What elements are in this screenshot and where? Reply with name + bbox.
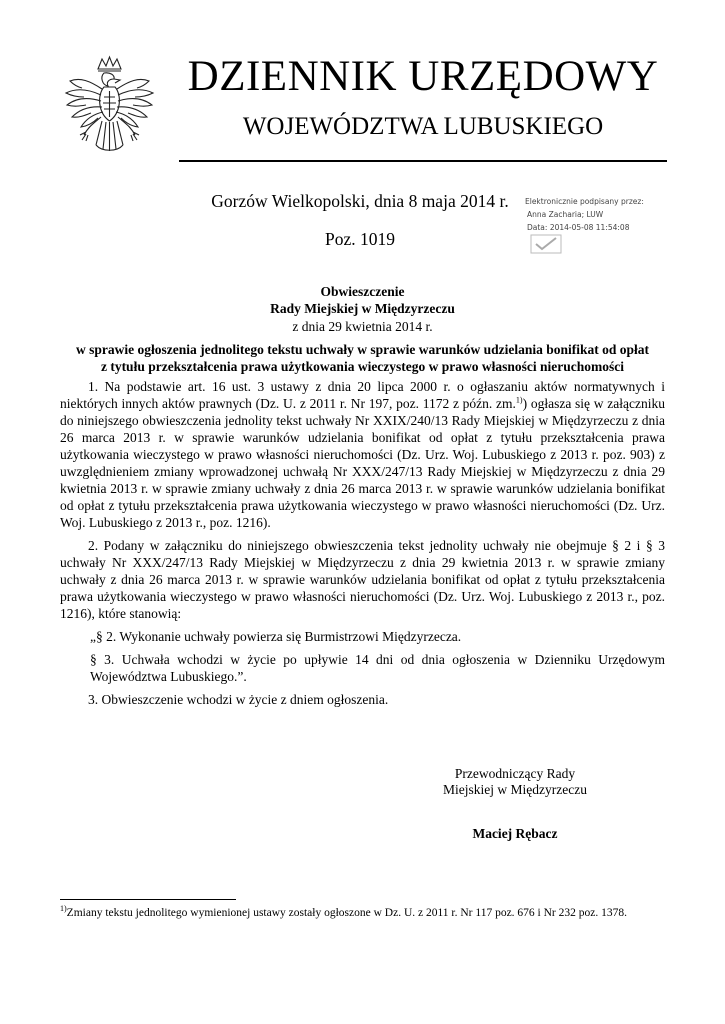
- signature-check-icon: [530, 234, 562, 254]
- paragraph-3: 3. Obwieszczenie wchodzi w życie z dniem ogłoszenia.: [88, 692, 389, 707]
- quote-paragraph-2: § 3. Uchwała wchodzi w życie po upływie 14 dni od dnia ogłoszenia w Dzienniku Urzędowym Województwa Lubuskiego.”.: [90, 652, 665, 684]
- footnote-divider: [60, 899, 236, 900]
- header-divider: [179, 160, 667, 162]
- signer-role-line-2: Miejskiej w Międzyrzeczu: [443, 782, 587, 797]
- paragraph-1: [60, 378, 665, 531]
- document-issuer: Rady Miejskiej w Międzyrzeczu: [270, 301, 455, 316]
- footnote-text: Zmiany tekstu jednolitego wymienionej ustawy zostały ogłoszone w Dz. U. z 2011 r. Nr 117 poz. 676 i Nr 232 poz. 1378.: [66, 907, 627, 919]
- journal-subtitle: WOJEWÓDZTWA LUBUSKIEGO: [242, 113, 604, 140]
- electronic-signature: [527, 195, 657, 234]
- signer-role-line-1: Przewodniczący Rady: [454, 766, 576, 781]
- subject-line-1: w sprawie ogłoszenia jednolitego tekstu uchwały w sprawie warunków udzielania bonifikat od opłat: [75, 342, 650, 357]
- subject-line-2: z tytułu przekształcenia prawa użytkowania wieczystego w prawo własności nieruchomości: [100, 359, 625, 374]
- signer-name: Maciej Rębacz: [472, 826, 558, 841]
- document-body: [60, 378, 665, 714]
- signature-date: Data: 2014-05-08 11:54:08: [527, 223, 630, 232]
- paragraph-2: 2. Podany w załączniku do niniejszego obwieszczenia tekst jednolity uchwały nie obejmuje § 2 i § 3 uchwały Nr XXX/247/13 Rady Miejskiej w Międzyrzeczu z dnia 29 kwietnia 2013 r. w sprawie zmiany uchwały z dnia 26 marca 2013 r. w sprawie warunków udzielania bonifikat od opłat z tytułu przekształcenia prawa użytkowania wieczystego w prawo własności nieruchomości (Dz. Urz. Woj. Lubuskiego z 2013 r., poz. 1216), które stanowią:: [60, 538, 665, 621]
- document-date: z dnia 29 kwietnia 2014 r.: [292, 319, 433, 334]
- signer-role: [425, 766, 605, 798]
- quote-paragraph-1: „§ 2. Wykonanie uchwały powierza się Burmistrzowi Międzyrzecza.: [90, 629, 462, 644]
- paragraph-1-text-b: ) ogłasza się w załączniku do niniejszego obwieszczenia jednolity tekst uchwały Nr XXIX/240/13 Rady Miejskiej w Międzyrzeczu z dnia 26 marca 2013 r. w sprawie warunków udzielania bonifikat od opłat z tytułu przekształcenia prawa użytkowania wieczystego w prawo własności nieruchomości (Dz. Urz. Woj. Lubuskiego z 2013 r. poz. 903) z uwzględnieniem zmiany wprowadzonej uchwałą Nr XXX/247/13 Rady Miejskiej w Międzyrzeczu z dnia 29 kwietnia 2013 r. w sprawie zmiany uchwały z dnia 26 marca 2013 r. w sprawie warunków udzielania bonifikat od opłat z tytułu przekształcenia prawa użytkowania wieczystego w prawo własności nieruchomości (Dz. Urz. Woj. Lubuskiego z 2013 r., poz. 1216).: [60, 396, 666, 530]
- paragraph-1-text-a: 1. Na podstawie art. 16 ust. 3 ustawy z dnia 20 lipca 2000 r. o ogłaszaniu aktów normatywnych i niektórych innych aktów prawnych (Dz. U. z 2011 r. Nr 197, poz. 1172 z późn. zm.: [60, 379, 665, 411]
- eagle-emblem-icon: [62, 55, 157, 167]
- signature-caption: Elektronicznie podpisany przez:: [525, 197, 644, 206]
- document-type: Obwieszczenie: [320, 284, 405, 299]
- signature-signer: Anna Zacharia; LUW: [527, 210, 604, 219]
- position-number: Poz. 1019: [325, 229, 395, 249]
- document-subject: [60, 341, 665, 375]
- journal-title: DZIENNIK URZĘDOWY: [187, 53, 659, 100]
- footnote: [60, 906, 665, 921]
- footnote-reference: 1): [515, 395, 523, 405]
- footnote-mark: 1): [60, 904, 67, 914]
- document-heading: [60, 283, 665, 317]
- dateline: Gorzów Wielkopolski, dnia 8 maja 2014 r.: [211, 191, 509, 211]
